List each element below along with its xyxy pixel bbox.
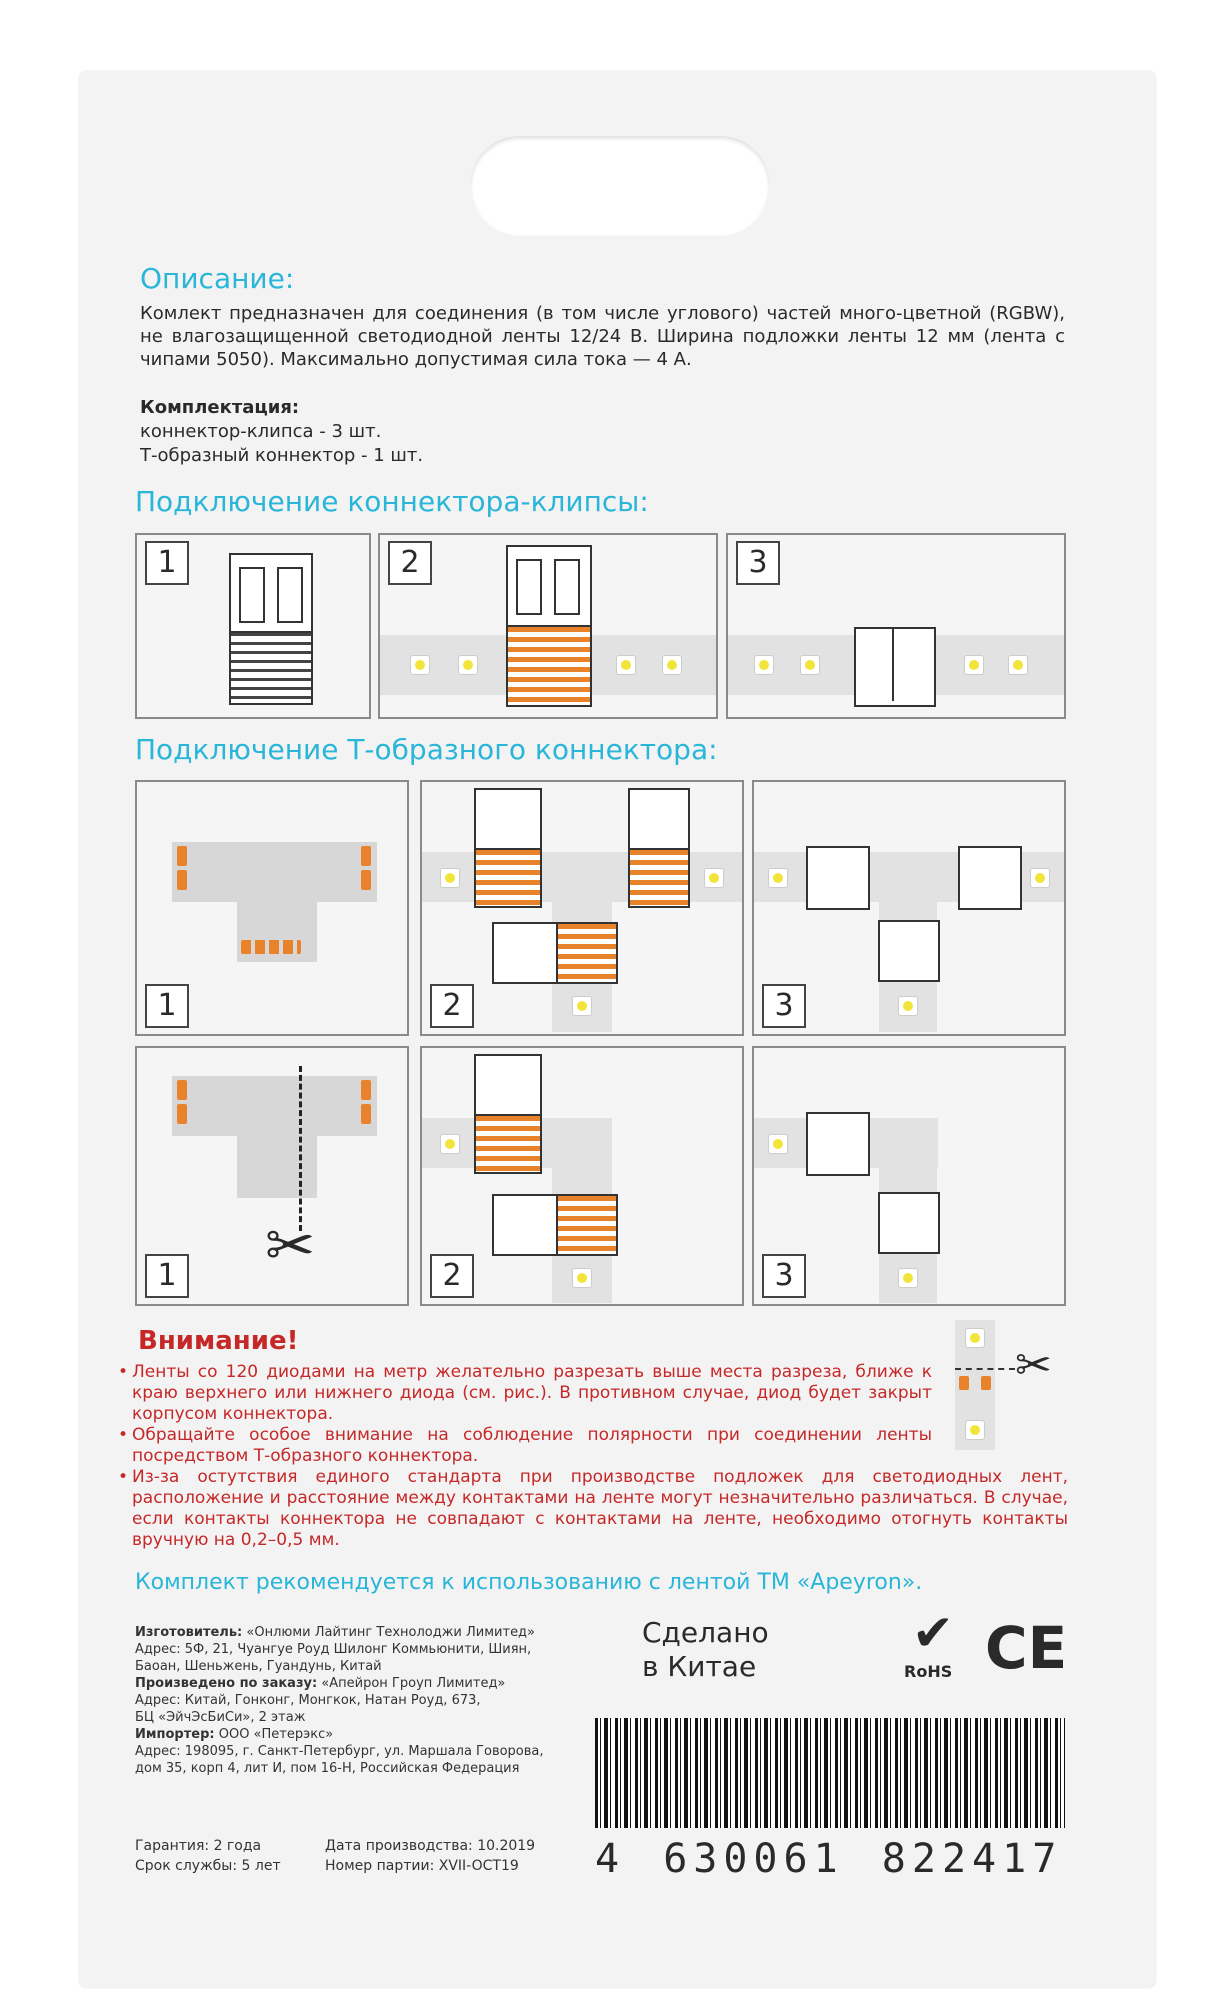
step-number: 1: [145, 1254, 189, 1298]
barcode-digits: 4 630061 822417: [595, 1836, 1063, 1882]
clip-contacts: [474, 848, 542, 908]
clip-contacts: [556, 922, 618, 984]
clip-connector-closed: [878, 920, 940, 982]
clip-connector: [506, 545, 592, 629]
clip-connector: [474, 788, 542, 852]
led-chip: [572, 996, 592, 1016]
t-pcb: [172, 1076, 377, 1136]
step-number: 3: [762, 1254, 806, 1298]
led-chip: [800, 655, 820, 675]
clip-connector: [474, 1054, 542, 1118]
scissors-icon: ✂: [1015, 1340, 1052, 1391]
warranty-info: Гарантия: 2 года Срок службы: 5 лет: [135, 1838, 281, 1874]
clip-connector: [229, 553, 313, 637]
led-chip: [1008, 655, 1028, 675]
hang-hole: [470, 136, 770, 236]
warning-item: • Обращайте особое внимание на соблюдение полярности при соединении ленты посредством Т-образного коннектора.: [118, 1425, 932, 1467]
rohs-mark: ✔ RoHS: [904, 1604, 954, 1681]
made-in-label: Сделано в Китае: [642, 1616, 769, 1683]
step-number: 3: [762, 984, 806, 1028]
clip-section-title: Подключение коннектора-клипсы:: [135, 485, 649, 518]
t-step-2-panel: [420, 780, 744, 1036]
led-chip: [662, 655, 682, 675]
t-cut-step-2-panel: [420, 1046, 744, 1306]
scissors-icon: ✂: [265, 1211, 316, 1281]
step-number: 1: [145, 541, 189, 585]
cut-line: [299, 1066, 302, 1231]
clip-contacts: [506, 625, 592, 707]
clip-connector-closed: [878, 1192, 940, 1254]
barcode: [595, 1718, 1065, 1828]
step-number: 2: [430, 984, 474, 1028]
step-number: 3: [736, 541, 780, 585]
clip-connector-closed: [806, 846, 870, 910]
warning-item: • Ленты со 120 диодами на метр желательно разрезать выше места разреза, ближе к краю верхнего или нижнего диода (см. рис.). В противном случае, диод будет закрыт корпусом коннектора.: [118, 1362, 932, 1425]
clip-connector-closed: [958, 846, 1022, 910]
description-title: Описание:: [140, 262, 295, 295]
clip-springs: [229, 631, 313, 705]
clip-step-3-panel: [726, 533, 1066, 719]
led-chip: [898, 1268, 918, 1288]
step-number: 1: [145, 984, 189, 1028]
clip-connector: [492, 1194, 560, 1256]
step-number: 2: [430, 1254, 474, 1298]
warning-title: Внимание!: [138, 1326, 299, 1356]
led-chip: [440, 868, 460, 888]
kit-title: Комплектация:: [140, 397, 300, 418]
t-section-title: Подключение Т-образного коннектора:: [135, 733, 718, 766]
led-chip: [572, 1268, 592, 1288]
led-chip: [898, 996, 918, 1016]
clip-contacts: [474, 1114, 542, 1174]
clip-step-1-panel: [135, 533, 371, 719]
clip-contacts: [628, 848, 690, 908]
clip-contacts: [556, 1194, 618, 1256]
led-chip: [768, 868, 788, 888]
led-chip: [754, 655, 774, 675]
t-pcb-stem: [237, 1128, 317, 1198]
production-info: Дата производства: 10.2019 Номер партии: XVII-OCT19: [325, 1838, 536, 1874]
recommendation-text: Комплект рекомендуется к использованию с лентой ТМ «Apeyron».: [135, 1570, 923, 1595]
step-number: 2: [388, 541, 432, 585]
cut-hint-figure: [955, 1320, 1065, 1450]
manufacturer-info: Изготовитель: «Онлюми Лайтинг Технолоджи Лимитед» Адрес: 5Ф, 21, Чуангуе Роуд Шилонг Коммьюнити, Шиян, Баоан, Шеньжень, Гуандунь, Китай Произведено по заказу: «Апейрон Гроуп Лимитед» Адрес: Китай, Гонконг, Монгкок, Натан Роуд, 673, БЦ «ЭйчЭсБиСи», 2 этаж Импортер: ООО «Петерэкс» Адрес: 198095, г. Санкт-Петербург, ул. Маршала Говорова, дом 35, корп 4, лит И, пом 16-Н, Российская Федерация: [135, 1625, 544, 1776]
clip-connector: [492, 922, 560, 984]
led-chip: [768, 1134, 788, 1154]
led-chip: [440, 1134, 460, 1154]
led-chip: [458, 655, 478, 675]
kit-item: коннектор-клипса - 3 шт.: [140, 421, 382, 442]
checkmark-icon: ✔: [912, 1604, 954, 1662]
led-chip: [704, 868, 724, 888]
led-chip: [964, 655, 984, 675]
clip-step-2-panel: [378, 533, 718, 719]
t-cut-step-3-panel: [752, 1046, 1066, 1306]
warning-list: [118, 1362, 1068, 1551]
kit-item: Т-образный коннектор - 1 шт.: [140, 445, 424, 466]
t-step-1-panel: [135, 780, 409, 1036]
ce-mark: CE: [985, 1614, 1068, 1682]
clip-connector: [628, 788, 690, 852]
led-chip: [410, 655, 430, 675]
warning-item: • Из-за остутствия единого стандарта при производстве подложек для светодиодных лент, расположение и расстояние между контактами на ленте могут незначительно различаться. В случае, если контакты коннектора не совпадают с контактами на ленте, необходимо отогнуть контакты вручную на 0,2–0,5 мм.: [118, 1467, 1068, 1551]
clip-connector-closed: [806, 1112, 870, 1176]
description-text: Комлект предназначен для соединения (в том числе углового) частей много-цветной (RGBW), не влагозащищенной светодиодной ленты 12/24 В. Ширина подложки ленты 12 мм (лента с чипами 5050). Максимально допустимая сила тока — 4 А.: [140, 303, 1065, 370]
t-cut-step-1-panel: [135, 1046, 409, 1306]
led-chip: [616, 655, 636, 675]
clip-connector-closed: [854, 627, 936, 707]
led-chip: [1030, 868, 1050, 888]
t-step-3-panel: [752, 780, 1066, 1036]
